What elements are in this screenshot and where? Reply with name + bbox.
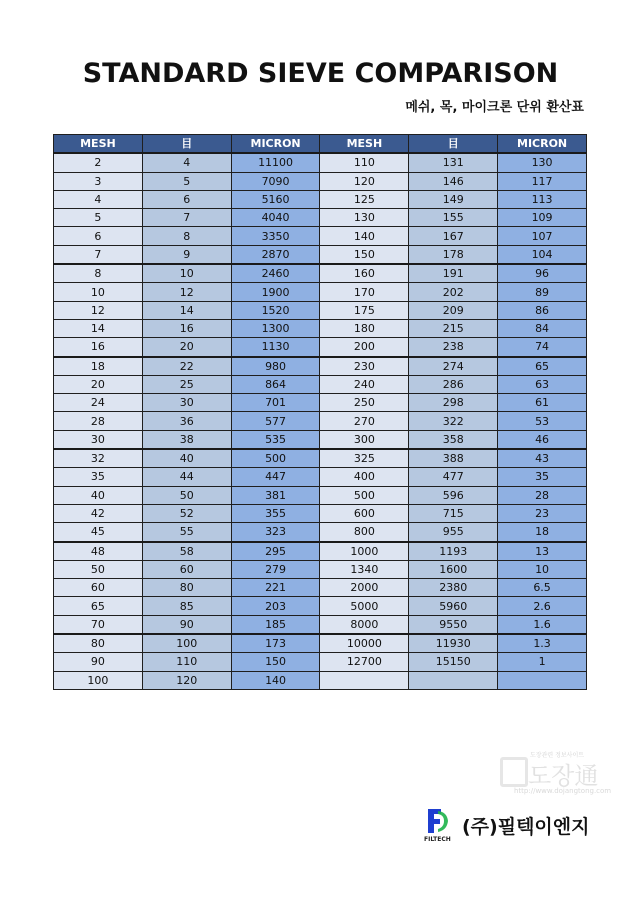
table-cell: 2 bbox=[54, 153, 143, 172]
table-cell: 107 bbox=[498, 227, 587, 245]
table-cell: 4 bbox=[142, 153, 231, 172]
table-cell: 46 bbox=[498, 430, 587, 449]
table-cell: 100 bbox=[54, 671, 143, 689]
table-cell: 209 bbox=[409, 301, 498, 319]
table-cell: 12700 bbox=[320, 653, 409, 671]
table-cell: 60 bbox=[142, 560, 231, 578]
table-cell: 600 bbox=[320, 504, 409, 522]
table-cell: 120 bbox=[320, 172, 409, 190]
table-cell: 160 bbox=[320, 264, 409, 283]
table-row bbox=[54, 245, 587, 264]
table-cell: 864 bbox=[231, 375, 320, 393]
table-cell: 20 bbox=[54, 375, 143, 393]
table-cell: 1193 bbox=[409, 542, 498, 561]
table-cell: 48 bbox=[54, 542, 143, 561]
table-cell: 2380 bbox=[409, 579, 498, 597]
table-cell: 10 bbox=[142, 264, 231, 283]
table-cell: 1900 bbox=[231, 283, 320, 301]
table-cell: 221 bbox=[231, 579, 320, 597]
table-cell: 1000 bbox=[320, 542, 409, 561]
table-cell: 50 bbox=[54, 560, 143, 578]
table-row bbox=[54, 504, 587, 522]
company-name: (주)필텍이엔지 bbox=[462, 816, 590, 838]
table-row bbox=[54, 449, 587, 468]
table-row bbox=[54, 615, 587, 634]
table-cell: 325 bbox=[320, 449, 409, 468]
table-cell: 65 bbox=[498, 357, 587, 376]
table-row bbox=[54, 153, 587, 172]
table-cell: 1600 bbox=[409, 560, 498, 578]
table-cell: 980 bbox=[231, 357, 320, 376]
table-cell: 715 bbox=[409, 504, 498, 522]
table-cell: 180 bbox=[320, 319, 409, 337]
table-cell: 535 bbox=[231, 430, 320, 449]
table-cell: 60 bbox=[54, 579, 143, 597]
table-cell: 11930 bbox=[409, 634, 498, 653]
table-cell: 322 bbox=[409, 412, 498, 430]
table-cell: 30 bbox=[54, 430, 143, 449]
table-cell: 14 bbox=[142, 301, 231, 319]
table-cell bbox=[320, 671, 409, 689]
table-cell: 86 bbox=[498, 301, 587, 319]
table-cell: 167 bbox=[409, 227, 498, 245]
table-cell: 1300 bbox=[231, 319, 320, 337]
table-cell: 230 bbox=[320, 357, 409, 376]
table-cell: 23 bbox=[498, 504, 587, 522]
page-title: STANDARD SIEVE COMPARISON bbox=[82, 58, 559, 89]
table-cell: 202 bbox=[409, 283, 498, 301]
table-cell: 10 bbox=[54, 283, 143, 301]
table-cell: 146 bbox=[409, 172, 498, 190]
table-cell: 130 bbox=[498, 153, 587, 172]
table-cell: 279 bbox=[231, 560, 320, 578]
table-cell: 5 bbox=[142, 172, 231, 190]
table-cell: 270 bbox=[320, 412, 409, 430]
table-cell: 447 bbox=[231, 468, 320, 486]
table-cell: 70 bbox=[54, 615, 143, 634]
table-cell: 117 bbox=[498, 172, 587, 190]
table-cell: 1340 bbox=[320, 560, 409, 578]
table-row bbox=[54, 319, 587, 337]
table-cell: 6 bbox=[142, 190, 231, 208]
table-cell: 355 bbox=[231, 504, 320, 522]
table-cell: 22 bbox=[142, 357, 231, 376]
table-cell: 8 bbox=[142, 227, 231, 245]
table-cell: 9 bbox=[142, 245, 231, 264]
table-cell: 5160 bbox=[231, 190, 320, 208]
table-cell: 85 bbox=[142, 597, 231, 615]
header-micron-2: MICRON bbox=[498, 135, 587, 154]
table-row bbox=[54, 560, 587, 578]
table-cell: 5 bbox=[54, 209, 143, 227]
table-row bbox=[54, 264, 587, 283]
table-cell: 2870 bbox=[231, 245, 320, 264]
table-cell: 61 bbox=[498, 394, 587, 412]
table-cell: 18 bbox=[498, 523, 587, 542]
table-cell: 50 bbox=[142, 486, 231, 504]
table-cell: 5000 bbox=[320, 597, 409, 615]
header-mesh-2: MESH bbox=[320, 135, 409, 154]
table-cell: 388 bbox=[409, 449, 498, 468]
table-cell: 323 bbox=[231, 523, 320, 542]
table-cell: 295 bbox=[231, 542, 320, 561]
table-cell: 2000 bbox=[320, 579, 409, 597]
table-cell: 7 bbox=[54, 245, 143, 264]
table-cell: 13 bbox=[498, 542, 587, 561]
table-cell: 955 bbox=[409, 523, 498, 542]
table-cell: 15150 bbox=[409, 653, 498, 671]
table-cell: 140 bbox=[320, 227, 409, 245]
table-cell: 8 bbox=[54, 264, 143, 283]
table-row bbox=[54, 227, 587, 245]
table-row bbox=[54, 579, 587, 597]
table-cell: 11100 bbox=[231, 153, 320, 172]
table-row bbox=[54, 338, 587, 357]
table-row bbox=[54, 172, 587, 190]
table-cell: 3350 bbox=[231, 227, 320, 245]
sieve-comparison-table bbox=[53, 134, 587, 690]
table-cell: 178 bbox=[409, 245, 498, 264]
table-cell: 53 bbox=[498, 412, 587, 430]
table-cell: 28 bbox=[498, 486, 587, 504]
table-row bbox=[54, 653, 587, 671]
table-row bbox=[54, 357, 587, 376]
table-cell: 2460 bbox=[231, 264, 320, 283]
table-cell: 140 bbox=[231, 671, 320, 689]
table-cell: 1520 bbox=[231, 301, 320, 319]
table-cell: 477 bbox=[409, 468, 498, 486]
table-cell bbox=[409, 671, 498, 689]
table-cell: 65 bbox=[54, 597, 143, 615]
table-cell: 16 bbox=[142, 319, 231, 337]
table-cell: 12 bbox=[54, 301, 143, 319]
table-cell: 38 bbox=[142, 430, 231, 449]
table-row bbox=[54, 634, 587, 653]
table-cell: 215 bbox=[409, 319, 498, 337]
table-cell: 300 bbox=[320, 430, 409, 449]
table-cell: 286 bbox=[409, 375, 498, 393]
table-cell: 596 bbox=[409, 486, 498, 504]
header-mok-2: 目 bbox=[409, 135, 498, 154]
table-cell: 175 bbox=[320, 301, 409, 319]
table-cell: 577 bbox=[231, 412, 320, 430]
table-cell: 113 bbox=[498, 190, 587, 208]
table-cell: 8000 bbox=[320, 615, 409, 634]
table-cell: 298 bbox=[409, 394, 498, 412]
table-cell: 16 bbox=[54, 338, 143, 357]
table-cell: 2.6 bbox=[498, 597, 587, 615]
watermark-small-text: 도장관련 정보사이트 bbox=[530, 752, 585, 759]
table-cell: 35 bbox=[54, 468, 143, 486]
table-cell: 701 bbox=[231, 394, 320, 412]
table-header-row bbox=[54, 135, 587, 154]
table-cell: 36 bbox=[142, 412, 231, 430]
table-cell: 63 bbox=[498, 375, 587, 393]
table-row bbox=[54, 542, 587, 561]
table-cell: 18 bbox=[54, 357, 143, 376]
table-cell: 3 bbox=[54, 172, 143, 190]
table-cell: 10 bbox=[498, 560, 587, 578]
table-row bbox=[54, 190, 587, 208]
table-cell: 80 bbox=[54, 634, 143, 653]
dojangtong-watermark bbox=[498, 747, 612, 799]
table-cell: 1 bbox=[498, 653, 587, 671]
table-cell: 274 bbox=[409, 357, 498, 376]
table-cell: 90 bbox=[54, 653, 143, 671]
table-cell: 40 bbox=[54, 486, 143, 504]
table-row bbox=[54, 430, 587, 449]
table-cell: 24 bbox=[54, 394, 143, 412]
table-cell: 43 bbox=[498, 449, 587, 468]
table-cell: 120 bbox=[142, 671, 231, 689]
table-row bbox=[54, 394, 587, 412]
table-cell: 30 bbox=[142, 394, 231, 412]
table-cell: 80 bbox=[142, 579, 231, 597]
table-cell: 185 bbox=[231, 615, 320, 634]
table-cell: 250 bbox=[320, 394, 409, 412]
table-cell: 800 bbox=[320, 523, 409, 542]
table-row bbox=[54, 671, 587, 689]
table-row bbox=[54, 375, 587, 393]
table-cell: 74 bbox=[498, 338, 587, 357]
table-cell: 89 bbox=[498, 283, 587, 301]
table-row bbox=[54, 283, 587, 301]
table-cell: 131 bbox=[409, 153, 498, 172]
table-cell: 150 bbox=[231, 653, 320, 671]
table-cell: 1130 bbox=[231, 338, 320, 357]
table-cell: 32 bbox=[54, 449, 143, 468]
table-cell: 149 bbox=[409, 190, 498, 208]
table-cell: 238 bbox=[409, 338, 498, 357]
table-cell: 100 bbox=[142, 634, 231, 653]
filtech-logo bbox=[424, 808, 454, 844]
table-cell: 96 bbox=[498, 264, 587, 283]
table-cell: 125 bbox=[320, 190, 409, 208]
table-cell: 110 bbox=[320, 153, 409, 172]
table-cell: 381 bbox=[231, 486, 320, 504]
table-cell: 10000 bbox=[320, 634, 409, 653]
table-cell: 173 bbox=[231, 634, 320, 653]
table-cell: 7 bbox=[142, 209, 231, 227]
watermark-url: http://www.dojangtong.com bbox=[514, 787, 612, 795]
table-row bbox=[54, 486, 587, 504]
table-cell: 45 bbox=[54, 523, 143, 542]
header-mok-1: 目 bbox=[142, 135, 231, 154]
table-cell: 5960 bbox=[409, 597, 498, 615]
table-cell: 84 bbox=[498, 319, 587, 337]
table-cell: 42 bbox=[54, 504, 143, 522]
table-row bbox=[54, 301, 587, 319]
table-cell: 500 bbox=[320, 486, 409, 504]
table-cell: 90 bbox=[142, 615, 231, 634]
table-cell: 109 bbox=[498, 209, 587, 227]
table-cell: 14 bbox=[54, 319, 143, 337]
table-cell: 191 bbox=[409, 264, 498, 283]
table-row bbox=[54, 209, 587, 227]
table-cell: 40 bbox=[142, 449, 231, 468]
table-cell: 58 bbox=[142, 542, 231, 561]
table-cell bbox=[498, 671, 587, 689]
table-cell: 20 bbox=[142, 338, 231, 357]
table-cell: 25 bbox=[142, 375, 231, 393]
table-cell: 240 bbox=[320, 375, 409, 393]
table-cell: 1.3 bbox=[498, 634, 587, 653]
dojang-icon bbox=[500, 757, 528, 787]
table-cell: 155 bbox=[409, 209, 498, 227]
table-cell: 110 bbox=[142, 653, 231, 671]
table-body bbox=[54, 153, 587, 689]
table-cell: 104 bbox=[498, 245, 587, 264]
table-cell: 203 bbox=[231, 597, 320, 615]
table-cell: 12 bbox=[142, 283, 231, 301]
table-cell: 44 bbox=[142, 468, 231, 486]
table-cell: 170 bbox=[320, 283, 409, 301]
table-cell: 130 bbox=[320, 209, 409, 227]
table-cell: 6 bbox=[54, 227, 143, 245]
logo-sub-text: FILTECH bbox=[424, 836, 451, 843]
table-cell: 4040 bbox=[231, 209, 320, 227]
table-cell: 28 bbox=[54, 412, 143, 430]
table-cell: 1.6 bbox=[498, 615, 587, 634]
filtech-logo-icon bbox=[425, 808, 449, 834]
table-row bbox=[54, 597, 587, 615]
table-cell: 358 bbox=[409, 430, 498, 449]
table-cell: 55 bbox=[142, 523, 231, 542]
table-row bbox=[54, 412, 587, 430]
header-mesh-1: MESH bbox=[54, 135, 143, 154]
table-row bbox=[54, 468, 587, 486]
table-cell: 52 bbox=[142, 504, 231, 522]
table-cell: 500 bbox=[231, 449, 320, 468]
table-cell: 4 bbox=[54, 190, 143, 208]
table-cell: 6.5 bbox=[498, 579, 587, 597]
page-subtitle: 메쉬, 목, 마이크론 단위 환산표 bbox=[405, 100, 584, 115]
header-micron-1: MICRON bbox=[231, 135, 320, 154]
table-cell: 7090 bbox=[231, 172, 320, 190]
table-cell: 35 bbox=[498, 468, 587, 486]
table-cell: 200 bbox=[320, 338, 409, 357]
table-cell: 9550 bbox=[409, 615, 498, 634]
table-cell: 150 bbox=[320, 245, 409, 264]
table-cell: 400 bbox=[320, 468, 409, 486]
watermark-text: 도장通 bbox=[528, 762, 599, 790]
table-row bbox=[54, 523, 587, 542]
